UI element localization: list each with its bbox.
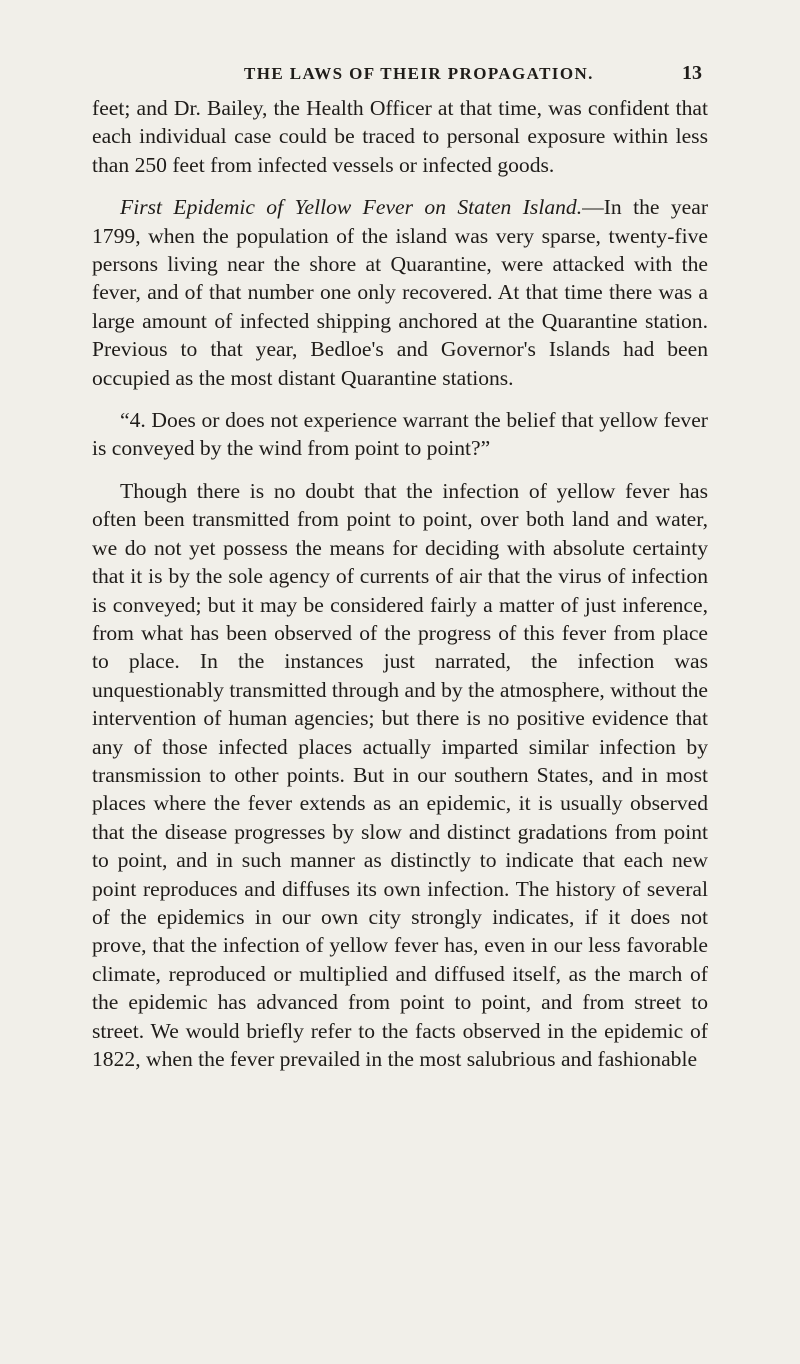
paragraph-staten-island-body: —In the year 1799, when the population of the island was very sparse, twenty-five persons living near the shore at Quarantine, were attacked with the fever, and of that number one only recovered. At that time there was a large amount of infected shipping anchored at the Quarantine station. Previous to that year, Bedloe's and Governor's Islands had been occupied as the most distant Quarantine stations. [92, 195, 709, 390]
running-head [92, 64, 708, 94]
paragraph-continuation: feet; and Dr. Bailey, the Health Officer at that time, was confident that each individual case could be traced to personal exposure within less than 250 feet from infected vessels or infected goods. [92, 96, 708, 177]
question-four: “4. Does or does not experience warrant the belief that yellow fever is conveyed by the wind from point to point?” [92, 408, 708, 461]
paragraph-wind-transmission: Though there is no doubt that the infection of yellow fever has often been transmitted from point to point, over both land and water, we do not yet possess the means for deciding with absolute certainty that it is by the sole agency of currents of air that the virus of infection is conveyed; but it may be considered fairly a matter of just inference, from what has been observed of the progress of this fever from place to place. In the instances just narrated, the infection was unquestionably transmitted through and by the atmosphere, without the intervention of human agencies; but there is no positive evidence that any of those infected places actually imparted similar infection by transmission to other points. But in our southern States, and in most places where the fever extends as an epidemic, it is usually observed that the disease progresses by slow and distinct gradations from point to point, and in such manner as distinctly to indicate that each new point reproduces and diffuses its own infection. The history of several of the epidemics in our own city strongly indicates, if it does not prove, that the infection of yellow fever has, even in our less favorable climate, reproduced or multiplied and diffused itself, as the march of the epidemic has advanced from point to point, and from street to street. We would briefly refer to the facts observed in the epidemic of 1822, when the fever prevailed in the most salubrious and fashionable [92, 478, 708, 1071]
paragraph-staten-island [92, 193, 708, 392]
page-number: 13 [682, 62, 702, 84]
running-title: THE LAWS OF THEIR PROPAGATION. [244, 64, 594, 83]
section-run-in-title: First Epidemic of Yellow Fever on Staten Island. [120, 195, 583, 220]
body-text [92, 94, 708, 1073]
